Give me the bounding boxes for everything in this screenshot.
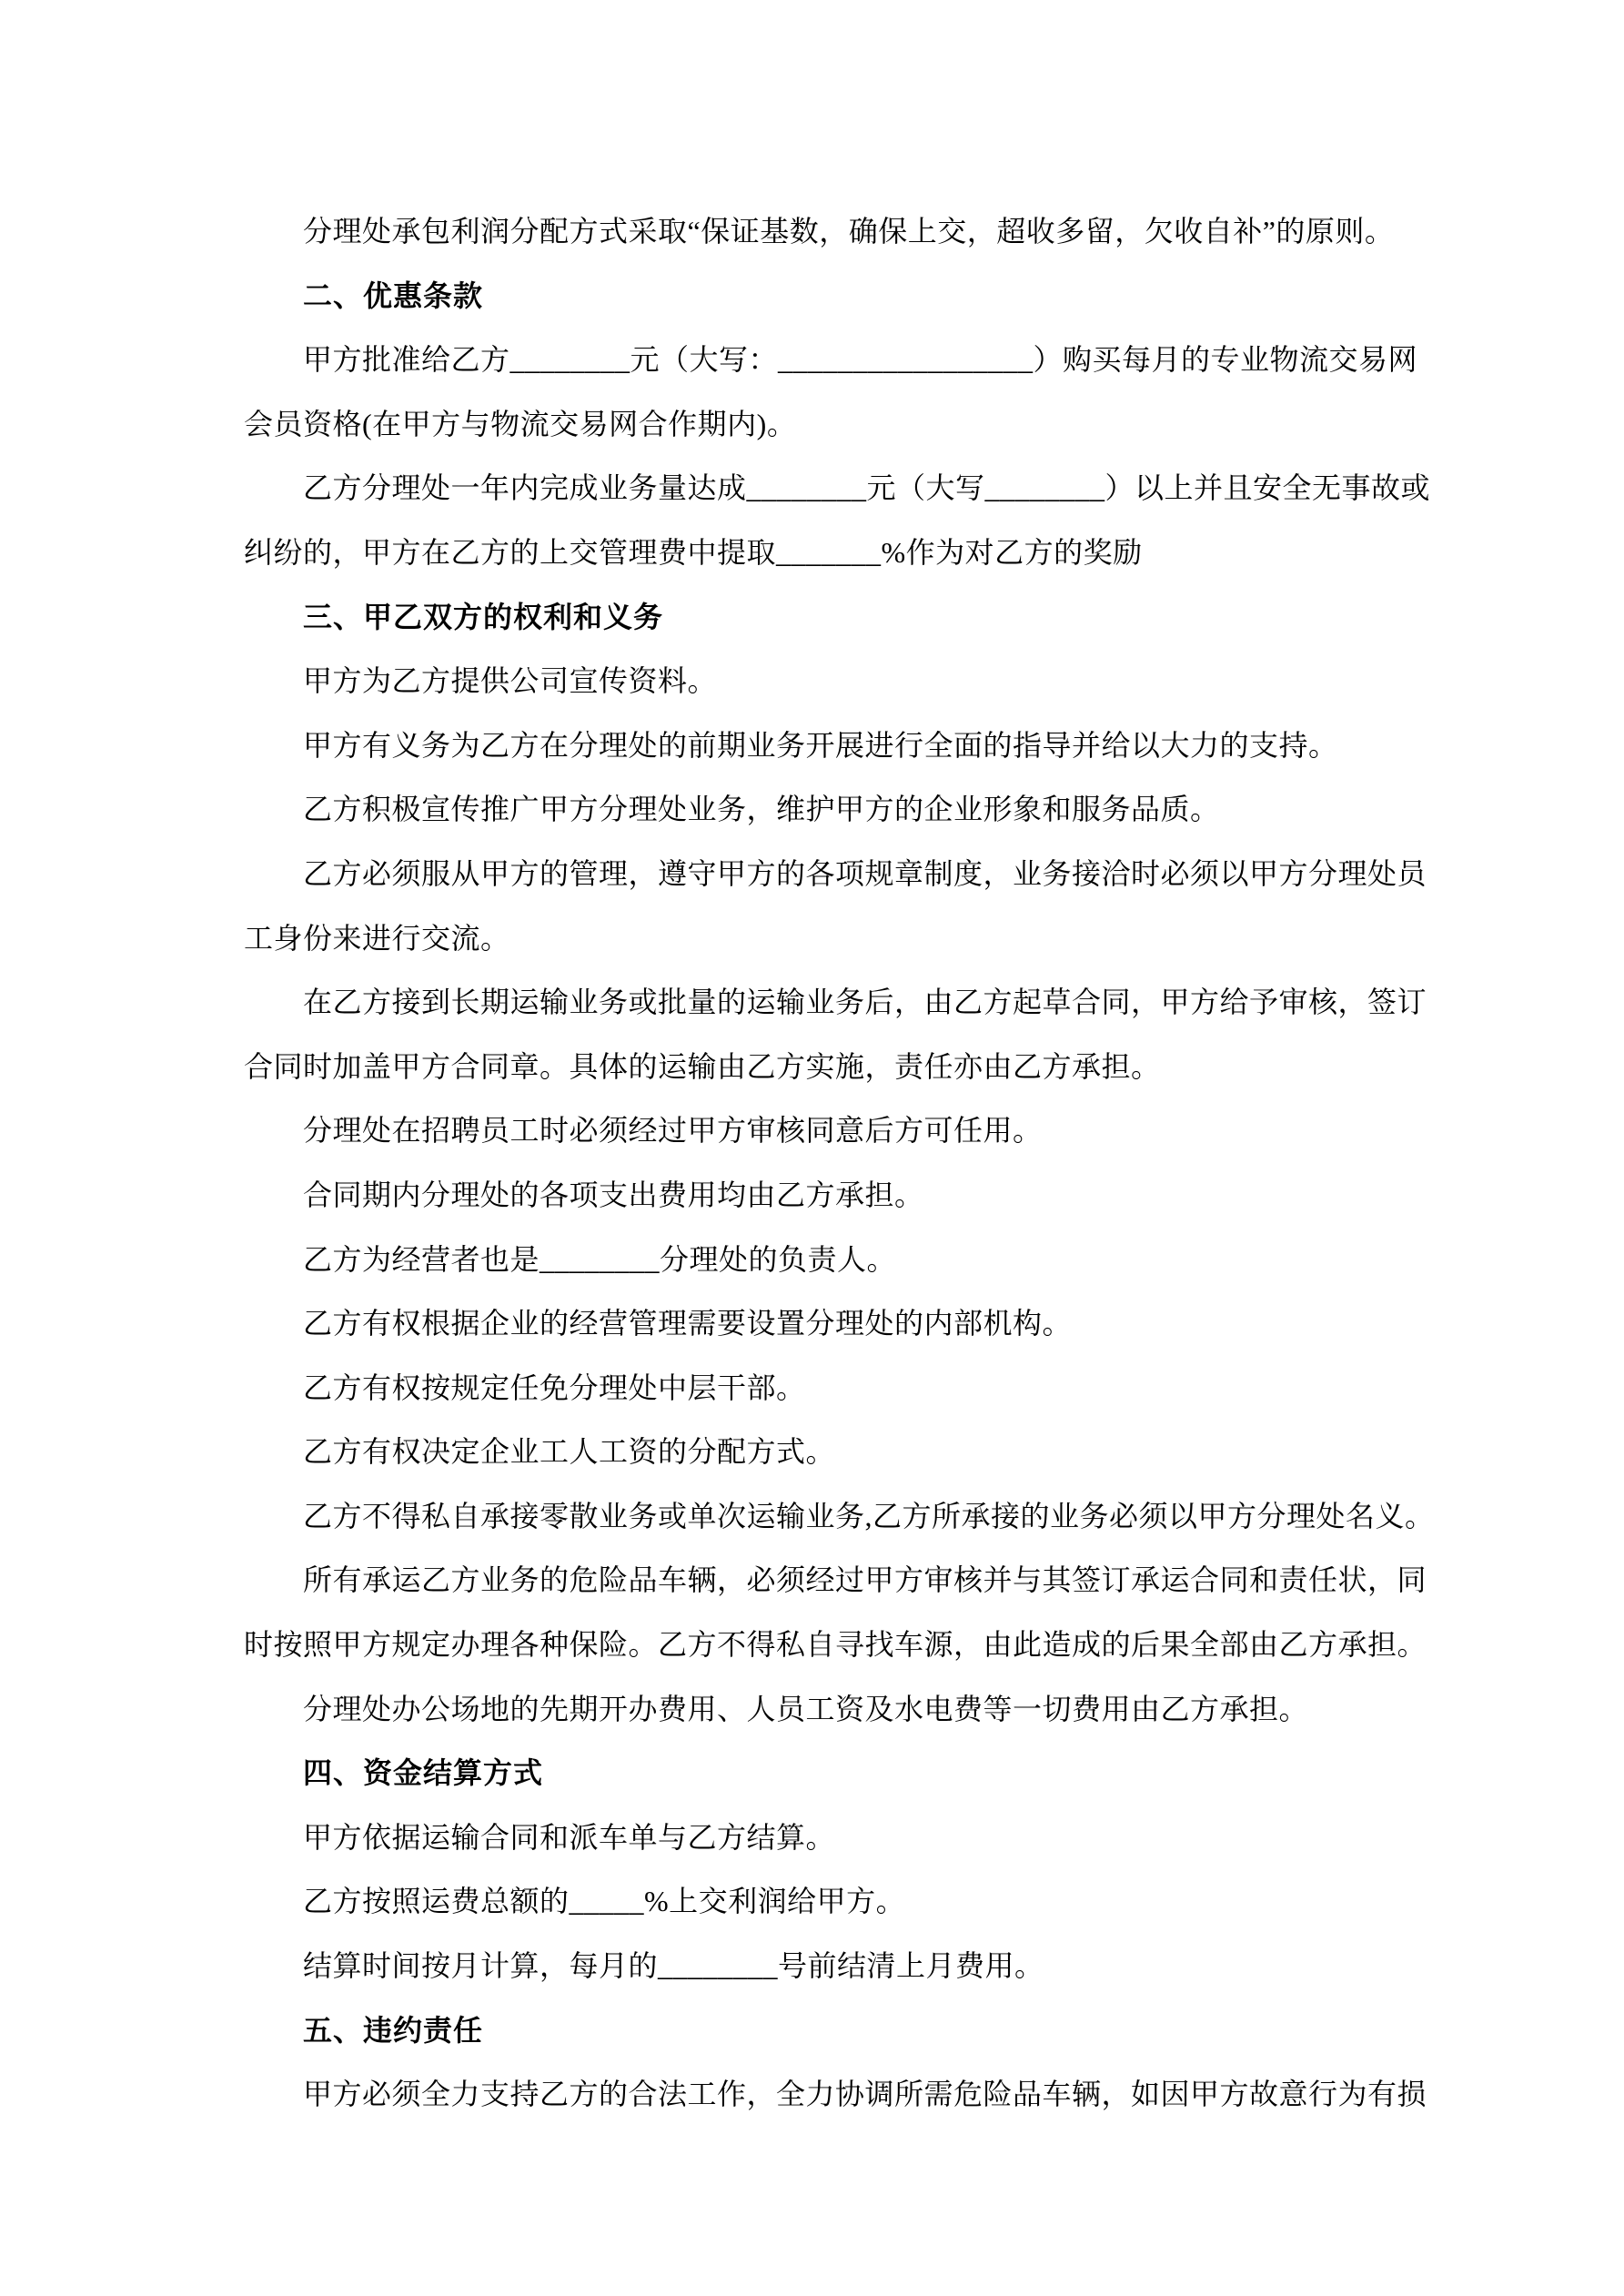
contract-line: 合同时加盖甲方合同章。具体的运输由乙方实施，责任亦由乙方承担。 [244, 1049, 1161, 1083]
contract-line: 乙方按照运费总额的_____%上交利润给甲方。 [303, 1885, 906, 1918]
contract-line: 甲方依据运输合同和派车单与乙方结算。 [303, 1820, 836, 1854]
contract-line: 甲方必须全力支持乙方的合法工作，全力协调所需危险品车辆，如因甲方故意行为有损 [303, 2078, 1427, 2111]
contract-line: 乙方为经营者也是________分理处的负责人。 [303, 1242, 897, 1276]
contract-line: 分理处办公场地的先期开办费用、人员工资及水电费等一切费用由乙方承担。 [303, 1692, 1309, 1725]
contract-line: 工身份来进行交流。 [244, 921, 510, 955]
contract-line: 乙方不得私自承接零散业务或单次运输业务,乙方所承接的业务必须以甲方分理处名义。 [303, 1499, 1435, 1532]
contract-line: 乙方有权按规定任免分理处中层干部。 [303, 1371, 806, 1404]
contract-line: 乙方积极宣传推广甲方分理处业务，维护甲方的企业形象和服务品质。 [303, 793, 1220, 826]
contract-line: 甲方有义务为乙方在分理处的前期业务开展进行全面的指导并给以大力的支持。 [303, 728, 1338, 762]
contract-line: 分理处在招聘员工时必须经过甲方审核同意后方可任用。 [303, 1114, 1043, 1148]
section-heading: 五、违约责任 [303, 2013, 484, 2047]
contract-line: 合同期内分理处的各项支出费用均由乙方承担。 [303, 1178, 924, 1211]
contract-line: 结算时间按月计算，每月的________号前结清上月费用。 [303, 1949, 1044, 1983]
contract-line: 分理处承包利润分配方式采取“保证基数，确保上交，超收多留，欠收自补”的原则。 [303, 215, 1395, 248]
contract-line: 乙方有权决定企业工人工资的分配方式。 [303, 1435, 836, 1469]
section-heading: 四、资金结算方式 [303, 1756, 544, 1790]
contract-line: 时按照甲方规定办理各种保险。乙方不得私自寻找车源，由此造成的后果全部由乙方承担。 [244, 1628, 1427, 1662]
contract-line: 甲方批准给乙方________元（大写：_________________）购买每月的专业物流交易网 [303, 343, 1418, 377]
contract-line: 乙方有权根据企业的经营管理需要设置分理处的内部机构。 [303, 1307, 1073, 1340]
document-body [244, 199, 1435, 2127]
contract-line: 纠纷的，甲方在乙方的上交管理费中提取_______%作为对乙方的奖励 [244, 535, 1143, 569]
contract-line: 会员资格(在甲方与物流交易网合作期内)。 [244, 407, 797, 440]
contract-line: 乙方必须服从甲方的管理，遵守甲方的各项规章制度，业务接洽时必须以甲方分理处员 [303, 856, 1427, 890]
section-heading: 二、优惠条款 [303, 278, 484, 312]
contract-line: 在乙方接到长期运输业务或批量的运输业务后，由乙方起草合同，甲方给予审核，签订 [303, 986, 1427, 1019]
contract-line: 所有承运乙方业务的危险品车辆，必须经过甲方审核并与其签订承运合同和责任状，同 [303, 1563, 1427, 1597]
contract-line: 乙方分理处一年内完成业务量达成________元（大写________）以上并且安全无事故或 [303, 471, 1431, 505]
section-heading: 三、甲乙双方的权利和义务 [303, 600, 664, 633]
contract-line: 甲方为乙方提供公司宣传资料。 [303, 664, 718, 698]
